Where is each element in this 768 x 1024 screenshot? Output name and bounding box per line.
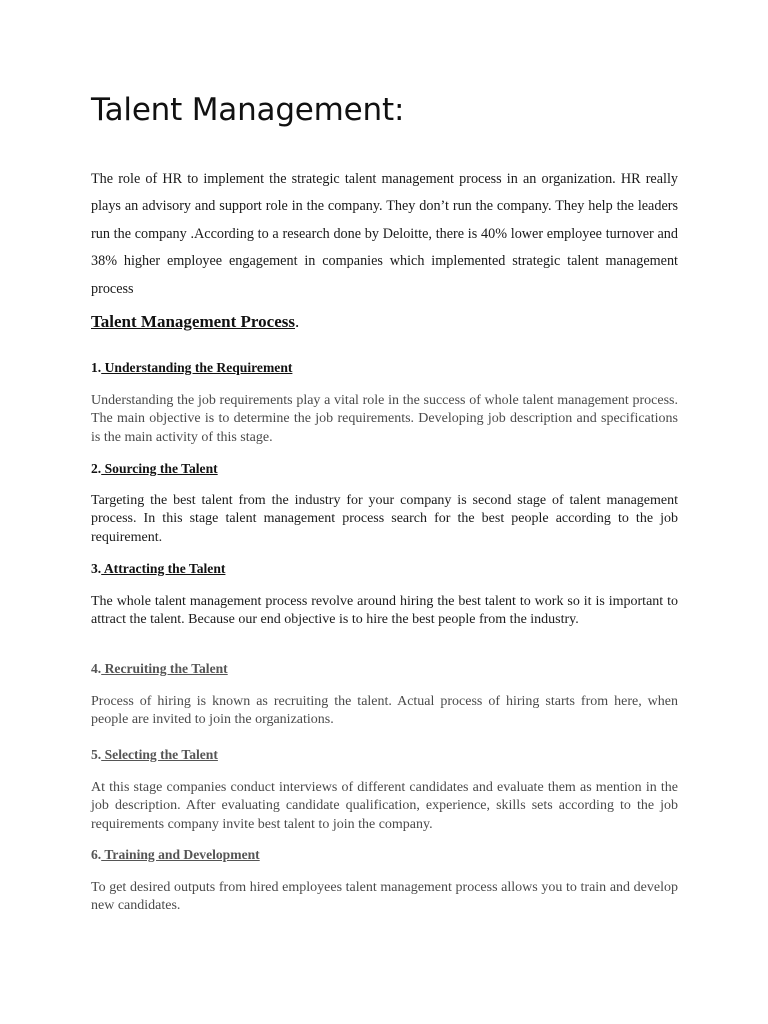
step-number: 5. [91,747,102,762]
step-number: 4. [91,661,102,676]
process-heading-label: Talent Management Process [91,312,295,331]
step-heading-training-development [91,847,260,863]
process-heading-suffix: . [294,312,300,331]
step-label: Recruiting the Talent [101,661,228,676]
step-number: 6. [91,847,102,862]
step-number: 3. [91,561,102,576]
step-number: 2. [91,461,102,476]
step-heading-attracting-talent [91,561,225,577]
step-label: Sourcing the Talent [101,461,218,476]
step-label: Attracting the Talent [101,561,226,576]
step-body-understanding-requirement: Understanding the job requirements play a vital role in the success of whole talent management process. The main objective is to determine the job requirements. Developing job description and specifications is the main activity of this stage. [91,393,678,445]
step-label: Understanding the Requirement [101,360,293,375]
page-title: Talent Management: [91,92,405,128]
step-body-attracting-talent: The whole talent management process revolve around hiring the best talent to work so it is important to attract the talent. Because our end objective is to hire the best people from the industry. [91,594,678,628]
step-heading-selecting-talent [91,747,218,763]
step-body-training-development: To get desired outputs from hired employees talent management process allows you to train and develop new candidates. [91,880,678,914]
step-number: 1. [91,360,102,375]
step-heading-recruiting-talent [91,661,228,677]
process-heading [91,312,299,332]
intro-paragraph: The role of HR to implement the strategic talent management process in an organization. HR really plays an advisory and support role in the company. They don’t run the company. They help the leaders run the company .According to a research done by Deloitte, there is 40% lower employee turnover and 38% higher employee engagement in companies which implemented strategic talent management process [91,171,678,297]
step-heading-understanding-requirement [91,360,292,376]
step-label: Selecting the Talent [101,747,218,762]
step-body-recruiting-talent: Process of hiring is known as recruiting the talent. Actual process of hiring starts from here, when people are invited to join the organizations. [91,694,678,728]
step-body-selecting-talent: At this stage companies conduct interviews of different candidates and evaluate them as mention in the job description. After evaluating candidate qualification, experience, skills sets according to the job requirements company invite best talent to join the company. [91,780,678,832]
step-body-sourcing-talent: Targeting the best talent from the industry for your company is second stage of talent management process. In this stage talent management process search for the best people according to the job requirement. [91,493,678,545]
step-heading-sourcing-talent [91,461,218,477]
step-label: Training and Development [101,847,260,862]
